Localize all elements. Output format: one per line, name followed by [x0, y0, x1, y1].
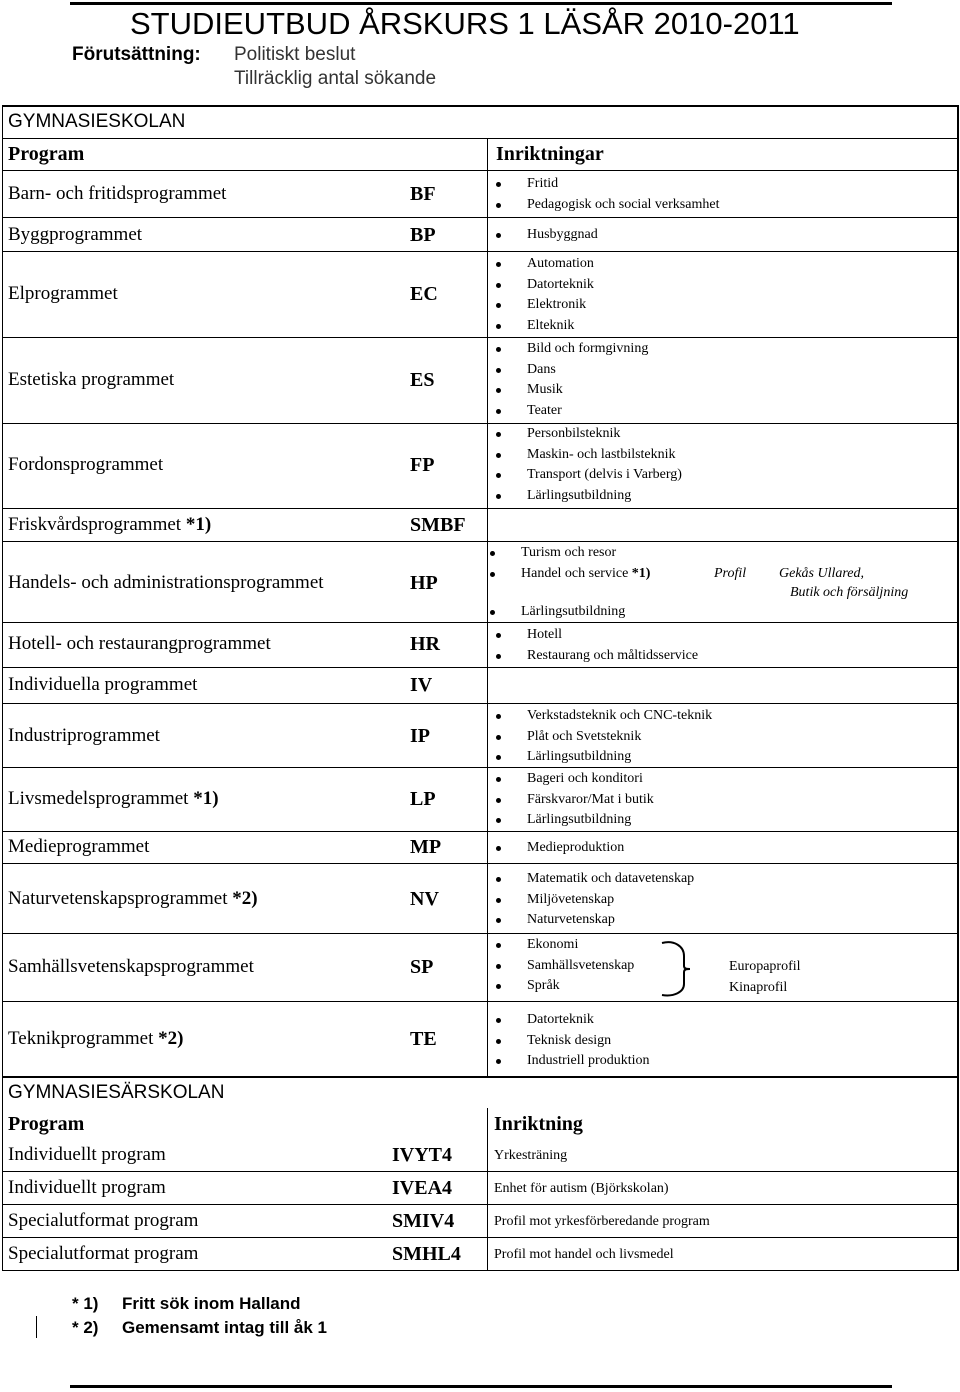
inriktning-item: Musik — [496, 380, 648, 401]
program-name: Elprogrammet — [8, 283, 118, 304]
inriktning-item: Hotell — [496, 625, 698, 646]
inriktning-item: Elteknik — [496, 316, 594, 337]
inriktning-item: Plåt och Svetsteknik — [496, 727, 712, 748]
program-code: HP — [410, 572, 438, 594]
program-code: SMHL4 — [392, 1243, 461, 1265]
inriktning-item: Maskin- och lastbilsteknik — [496, 445, 682, 466]
program-name: Specialutformat program — [8, 1210, 199, 1231]
row-divider — [2, 337, 958, 338]
row-divider — [2, 1001, 958, 1002]
inriktning-item: Språk — [496, 976, 634, 997]
footnote-mark: *2) — [232, 888, 258, 909]
inriktning-list — [496, 1010, 650, 1072]
table-border-right — [957, 105, 959, 1077]
profile-item: Kinaprofil — [729, 980, 788, 995]
program-code: BP — [410, 224, 436, 246]
row-divider — [2, 541, 958, 542]
inriktning-item: Automation — [496, 254, 594, 275]
inriktning-item: Lärlingsutbildning — [496, 486, 682, 507]
inriktning-item: Pedagogisk och social verksamhet — [496, 195, 719, 216]
inriktning-item: Industriell produktion — [496, 1051, 650, 1072]
grouping-brace — [660, 940, 692, 998]
profile-text: Butik och försäljning — [790, 585, 909, 600]
inriktning-list — [496, 869, 694, 931]
inriktning-list — [496, 838, 624, 859]
program-name: Industriprogrammet — [8, 725, 160, 746]
row-divider — [2, 170, 958, 171]
table-border-top — [2, 105, 958, 107]
section-title-gymnasiesarskolan: GYMNASIESÄRSKOLAN — [8, 1082, 225, 1103]
inriktning-item: Medieproduktion — [496, 838, 624, 859]
prerequisite-item: Tillräcklig antal sökande — [234, 68, 437, 89]
program-name — [8, 1029, 183, 1049]
program-name: Specialutformat program — [8, 1243, 199, 1264]
inriktning-item: Elektronik — [496, 295, 594, 316]
row-divider — [2, 933, 958, 934]
program-code: LP — [410, 788, 436, 810]
program-name-text: Naturvetenskapsprogrammet — [8, 888, 228, 909]
row-divider — [2, 251, 958, 252]
footnote-mark: *2) — [158, 1028, 184, 1049]
row-divider — [2, 767, 958, 768]
inriktning-item: Verkstadsteknik och CNC-teknik — [496, 706, 712, 727]
inriktning-text: Profil mot yrkesförberedande program — [494, 1214, 710, 1229]
program-name: Individuellt program — [8, 1144, 166, 1165]
row-divider — [2, 863, 958, 864]
section-title-gymnasieskolan: GYMNASIESKOLAN — [8, 111, 186, 132]
program-name: Fordonsprogrammet — [8, 454, 164, 475]
inriktning-item: Personbilsteknik — [496, 424, 682, 445]
top-rule — [70, 2, 892, 5]
table-border-bottom — [2, 1270, 958, 1271]
row-divider — [2, 138, 958, 139]
program-name: Handels- och administrationsprogrammet — [8, 572, 324, 593]
prerequisite-label: Förutsättning: — [72, 44, 201, 65]
footnote-mark: *1) — [193, 788, 219, 809]
inriktning-item: Lärlingsutbildning — [496, 747, 712, 768]
row-divider — [2, 508, 958, 509]
inriktning-text: Profil mot handel och livsmedel — [494, 1247, 674, 1262]
program-code: ES — [410, 369, 435, 391]
program-name-text: Livsmedelsprogrammet — [8, 788, 189, 809]
inriktning-item: Husbyggnad — [496, 225, 598, 246]
inriktning-item: Restaurang och måltidsservice — [496, 646, 698, 667]
program-name: Estetiska programmet — [8, 369, 175, 390]
footnote-mark: * 1) — [72, 1294, 99, 1313]
program-name: Medieprogrammet — [8, 836, 150, 857]
inriktning-item: Bild och formgivning — [496, 339, 648, 360]
inriktning-item: Dans — [496, 360, 648, 381]
footnote-mark: * 2) — [72, 1318, 99, 1337]
program-name — [8, 515, 211, 535]
footnote — [72, 1294, 301, 1314]
inriktning-list — [496, 225, 598, 246]
footnote-mark: *1) — [185, 514, 212, 535]
inriktning-item: Teater — [496, 401, 648, 422]
row-divider — [2, 217, 958, 218]
inriktning-list — [496, 254, 594, 336]
table-border-left — [2, 105, 3, 1077]
footnote-text: Fritt sök inom Halland — [122, 1294, 301, 1313]
inriktning-item: Bageri och konditori — [496, 769, 654, 790]
program-name: Byggprogrammet — [8, 224, 143, 245]
program-code: IV — [410, 674, 433, 696]
program-name: Individuella programmet — [8, 674, 198, 695]
inriktning-item: Lärlingsutbildning — [496, 810, 654, 831]
inriktning-list — [496, 174, 719, 215]
inriktning-item: Matematik och datavetenskap — [496, 869, 694, 890]
column-divider — [487, 1108, 488, 1271]
program-code: NV — [410, 888, 439, 910]
inriktning-item — [490, 564, 650, 585]
inriktning-text: Enhet för autism (Björkskolan) — [494, 1181, 669, 1196]
inriktning-list — [496, 706, 712, 768]
program-name-text: Friskvårdsprogrammet — [8, 514, 182, 535]
column-header-program: Program — [8, 143, 85, 165]
program-code: HR — [410, 633, 440, 655]
inriktning-item: Teknisk design — [496, 1031, 650, 1052]
inriktning-list — [490, 543, 650, 623]
table-border-bottom — [2, 1076, 958, 1078]
row-divider — [2, 703, 958, 704]
inriktning-item: Turism och resor — [490, 543, 650, 564]
row-divider — [2, 831, 958, 832]
inriktning-item: Datorteknik — [496, 275, 594, 296]
footnote-mark: *1) — [631, 565, 651, 581]
table-border-right — [957, 1077, 959, 1271]
inriktning-item: Datorteknik — [496, 1010, 650, 1031]
program-name: Samhällsvetenskapsprogrammet — [8, 956, 254, 977]
row-divider — [2, 622, 958, 623]
program-name — [8, 789, 219, 809]
profile-label: Profil — [714, 566, 747, 581]
inriktning-item: Ekonomi — [496, 935, 634, 956]
program-code: MP — [410, 836, 442, 858]
program-code: TE — [410, 1028, 437, 1050]
program-code: SP — [410, 956, 434, 978]
inriktning-item: Naturvetenskap — [496, 910, 694, 931]
program-name-text: Teknikprogrammet — [8, 1028, 154, 1049]
column-header-program: Program — [8, 1113, 85, 1135]
program-code: EC — [410, 283, 438, 305]
program-code: BF — [410, 183, 436, 205]
inriktning-list — [496, 424, 682, 506]
page-title: STUDIEUTBUD ÅRSKURS 1 LÄSÅR 2010-2011 — [130, 6, 800, 41]
profile-item: Europaprofil — [729, 959, 801, 974]
footnote — [72, 1318, 327, 1338]
row-divider — [2, 1171, 958, 1172]
inriktning-item: Lärlingsutbildning — [490, 602, 650, 623]
program-code: SMBF — [410, 514, 466, 536]
inriktning-item: Samhällsvetenskap — [496, 956, 634, 977]
profile-text: Gekås Ullared, — [779, 566, 865, 581]
program-name: Hotell- och restaurangprogrammet — [8, 633, 271, 654]
inriktning-list — [496, 339, 648, 421]
column-header-inriktning: Inriktning — [494, 1113, 583, 1135]
column-divider — [487, 138, 488, 1076]
inriktning-item: Färskvaror/Mat i butik — [496, 790, 654, 811]
program-code: IVEA4 — [392, 1177, 453, 1199]
bottom-rule — [70, 1385, 892, 1388]
program-name — [8, 889, 258, 909]
inriktning-item: Transport (delvis i Varberg) — [496, 465, 682, 486]
footnote-text: Gemensamt intag till åk 1 — [122, 1318, 328, 1337]
program-code: FP — [410, 454, 435, 476]
column-header-inriktningar: Inriktningar — [496, 143, 604, 165]
inriktning-list — [496, 935, 634, 997]
program-name: Barn- och fritidsprogrammet — [8, 183, 227, 204]
row-divider — [2, 423, 958, 424]
prerequisite-item: Politiskt beslut — [234, 44, 356, 65]
row-divider — [2, 1204, 958, 1205]
row-divider — [2, 667, 958, 668]
table-border-left — [2, 1077, 3, 1271]
program-name: Individuellt program — [8, 1177, 166, 1198]
inriktning-list — [496, 769, 654, 831]
inriktning-item-text: Handel och service — [521, 565, 629, 581]
program-code: IVYT4 — [392, 1144, 453, 1166]
inriktning-text: Yrkesträning — [494, 1148, 568, 1163]
inriktning-item: Miljövetenskap — [496, 890, 694, 911]
inriktning-item: Fritid — [496, 174, 719, 195]
change-bar — [36, 1316, 37, 1338]
program-code: IP — [410, 725, 430, 747]
row-divider — [2, 1237, 958, 1238]
program-code: SMIV4 — [392, 1210, 455, 1232]
inriktning-list — [496, 625, 698, 666]
